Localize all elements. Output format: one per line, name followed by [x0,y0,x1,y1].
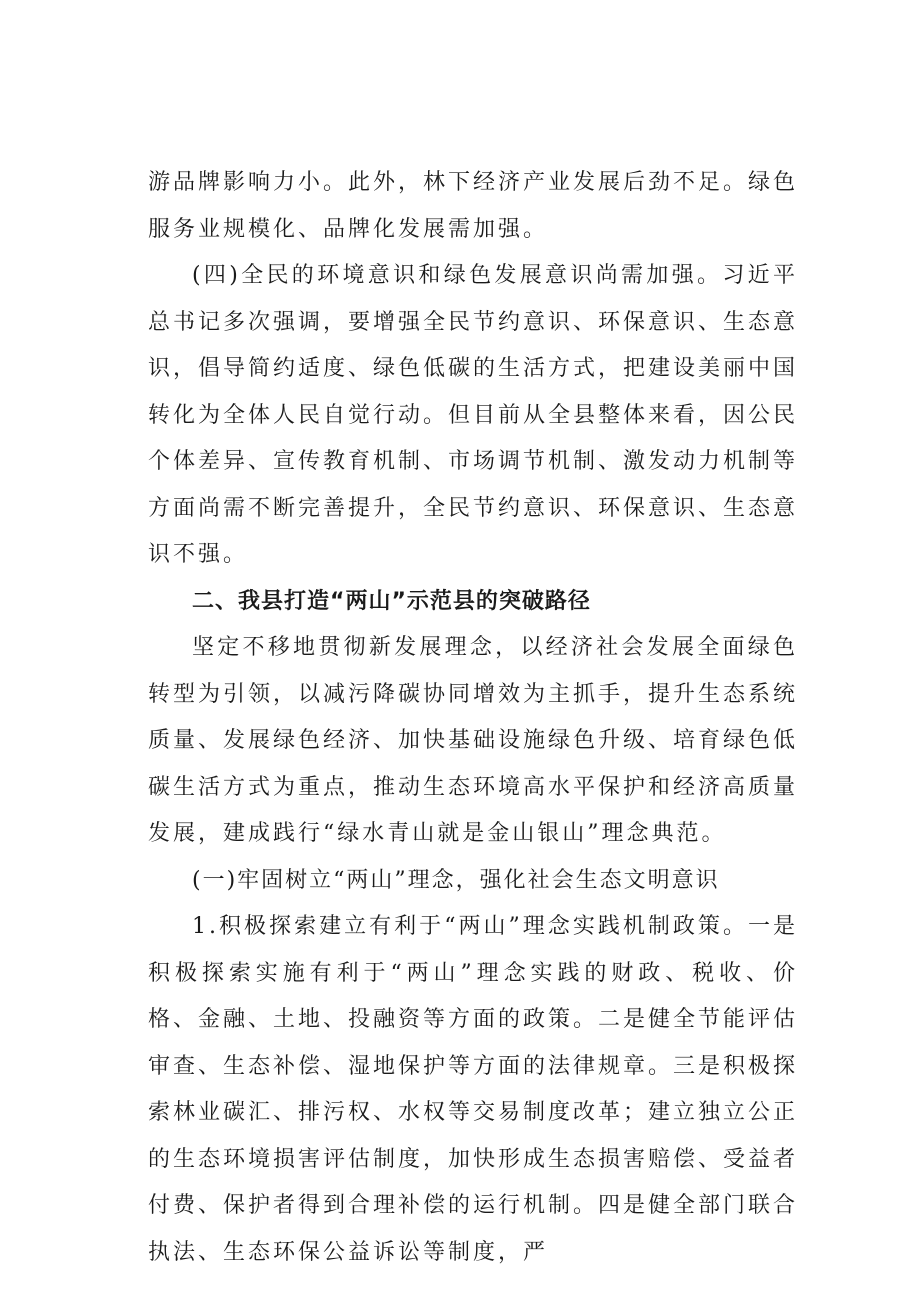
paragraph-continuation: 游品牌影响力小。此外，林下经济产业发展后劲不足。绿色服务业规模化、品牌化发展需加强。 [148,170,799,242]
subheading-one: (一)牢固树立“两山”理念，强化社会生态文明意识 [192,867,720,893]
paragraph-section-four: (四)全民的环境意识和绿色发展意识尚需加强。习近平总书记多次强调，要增强全民节约意识、环保意识、生态意识，倡导简约适度、绿色低碳的生活方式，把建设美丽中国转化为全体人民自觉行动。但目前从全县整体来看，因公民个体差异、宣传教育机制、市场调节机制、激发动力机制等方面尚需不断完善提升，全民节约意识、环保意识、生态意识不强。 [148,263,799,567]
document-body [148,160,798,1276]
paragraph-overview: 坚定不移地贯彻新发展理念，以经济社会发展全面绿色转型为引领，以减污降碳协同增效为主抓手，提升生态系统质量、发展绿色经济、加快基础设施绿色升级、培育绿色低碳生活方式为重点，推动生态环境高水平保护和经济高质量发展，建成践行“绿水青山就是金山银山”理念典范。 [148,635,799,846]
paragraph-item-one: 1.积极探索建立有利于“两山”理念实践机制政策。一是积极探索实施有利于“两山”理念实践的财政、税收、价格、金融、土地、投融资等方面的政策。二是健全节能评估审查、生态补偿、湿地保护等方面的法律规章。三是积极探索林业碳汇、排污权、水权等交易制度改革；建立独立公正的生态环境损害评估制度，加快形成生态损害赔偿、受益者付费、保护者得到合理补偿的运行机制。四是健全部门联合执法、生态环保公益诉讼等制度，严 [148,914,799,1265]
section-heading-two: 二、我县打造“两山”示范县的突破路径 [192,588,591,614]
